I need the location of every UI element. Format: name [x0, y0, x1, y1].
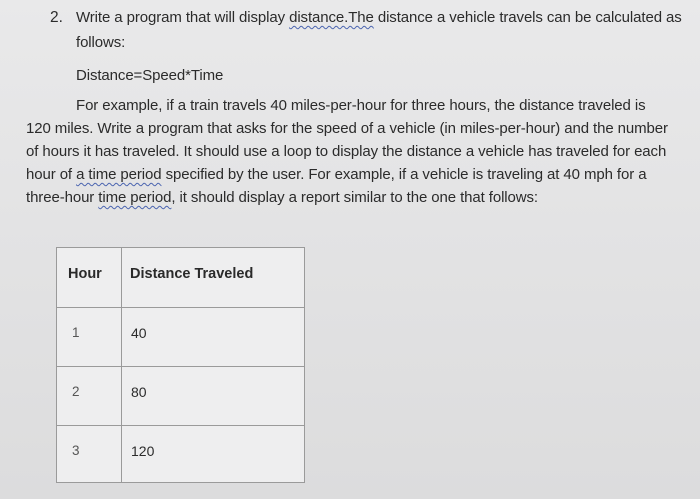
header-distance-traveled: Distance Traveled — [130, 266, 254, 282]
grammar-flag: a time period — [76, 166, 162, 183]
paragraph-line-1: For example, if a train travels 40 miles-per-hour for three hours, the distance traveled is — [76, 97, 646, 114]
cell-hour: 2 — [72, 384, 80, 399]
column-divider — [121, 248, 122, 482]
paragraph-line-5 — [26, 189, 538, 206]
question-line-1 — [76, 9, 682, 26]
header-hour: Hour — [68, 266, 102, 282]
paragraph-text: specified by the user. For example, if a vehicle is traveling at 40 mph for a — [161, 166, 647, 183]
cell-hour: 3 — [72, 443, 80, 458]
question-text: distance a vehicle travels can be calculated as — [373, 9, 682, 26]
distance-table — [56, 247, 305, 483]
paragraph-text: , it should display a report similar to the one that follows: — [171, 189, 538, 206]
question-text: Write a program that will display — [76, 9, 290, 26]
spellcheck-word: distance.The — [289, 9, 374, 26]
paragraph-line-2: 120 miles. Write a program that asks for the speed of a vehicle (in miles-per-hour) and the number — [26, 120, 668, 137]
cell-hour: 1 — [72, 325, 80, 340]
cell-distance: 80 — [131, 384, 147, 400]
paragraph-line-4 — [26, 166, 646, 183]
paragraph-text: three-hour — [26, 189, 99, 206]
paragraph-line-3: of hours it has traveled. It should use a loop to display the distance a vehicle has traveled for each — [26, 143, 667, 160]
formula: Distance=Speed*Time — [76, 67, 224, 84]
row-divider — [57, 366, 304, 367]
question-line-2: follows: — [76, 34, 126, 51]
row-divider — [57, 425, 304, 426]
grammar-flag: time period — [98, 189, 172, 206]
cell-distance: 40 — [131, 325, 147, 341]
question-number: 2. — [50, 9, 63, 26]
paragraph-text: hour of — [26, 166, 77, 183]
row-divider — [57, 307, 304, 308]
cell-distance: 120 — [131, 443, 155, 459]
